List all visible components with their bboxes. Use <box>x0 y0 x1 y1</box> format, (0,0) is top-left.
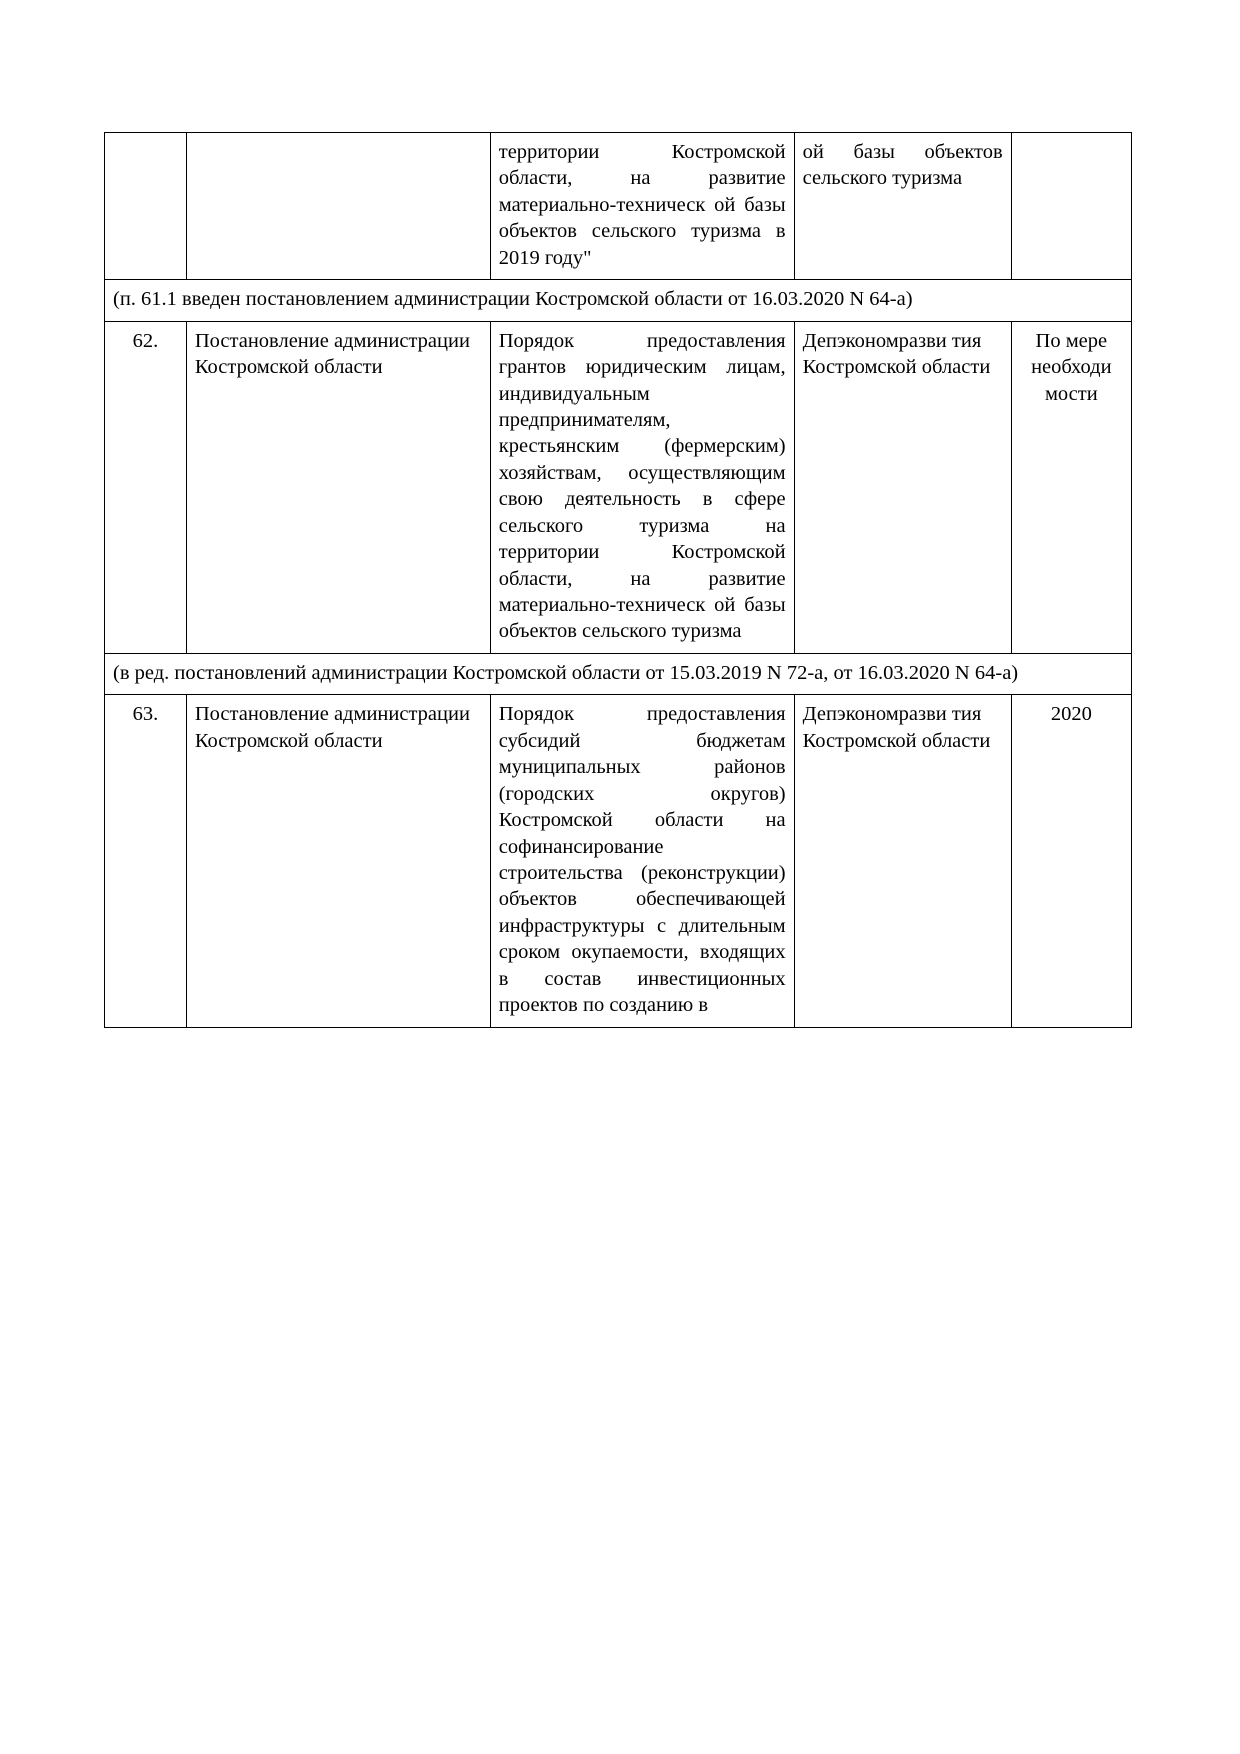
legal-acts-table <box>104 132 1132 1028</box>
term-cell: 2020 <box>1011 695 1131 1027</box>
row-number-cell: 62. <box>105 321 187 653</box>
responsible-cell: Депэкономразви тия Костромской области <box>794 695 1011 1027</box>
act-name-cell: территории Костромской области, на развитие материально-техническ ой базы объектов сельского туризма в 2019 году" <box>490 133 794 280</box>
term-cell: По мере необходи мости <box>1011 321 1131 653</box>
table-row <box>105 133 1132 280</box>
responsible-cell: Депэкономразви тия Костромской области <box>794 321 1011 653</box>
editorial-note: (в ред. постановлений администрации Костромской области от 15.03.2019 N 72-а, от 16.03.2020 N 64-а) <box>105 653 1132 694</box>
document-name-cell: Постановление администрации Костромской области <box>186 695 490 1027</box>
table-note-row <box>105 280 1132 321</box>
act-name-cell: Порядок предоставления грантов юридическим лицам, индивидуальным предпринимателям, крестьянским (фермерским) хозяйствам, осуществляющим свою деятельность в сфере сельского туризма на территории Костромской области, на развитие материально-техническ ой базы объектов сельского туризма <box>490 321 794 653</box>
act-name-cell: Порядок предоставления субсидий бюджетам муниципальных районов (городских округов) Костромской области на софинансирование строительства (реконструкции) объектов обеспечивающей инфраструктуры с длительным сроком окупаемости, входящих в состав инвестиционных проектов по созданию в <box>490 695 794 1027</box>
editorial-note: (п. 61.1 введен постановлением администрации Костромской области от 16.03.2020 N 64-а) <box>105 280 1132 321</box>
term-cell <box>1011 133 1131 280</box>
table-note-row <box>105 653 1132 694</box>
document-name-cell <box>186 133 490 280</box>
row-number-cell <box>105 133 187 280</box>
responsible-cell: ой базы объектов сельского туризма <box>794 133 1011 280</box>
table-row <box>105 321 1132 653</box>
document-name-cell: Постановление администрации Костромской области <box>186 321 490 653</box>
table-row <box>105 695 1132 1027</box>
row-number-cell: 63. <box>105 695 187 1027</box>
